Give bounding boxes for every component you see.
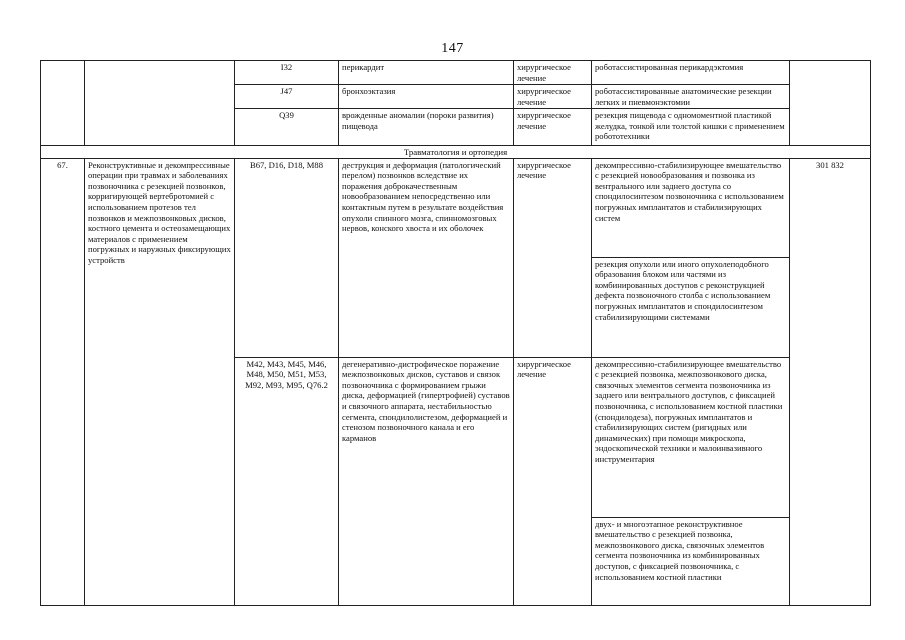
method-cell: декомпрессивно-стабилизирующее вмешательство с резекцией новообразования и позвонка из вентрального или заднего доступа со спондилосинтезом позвоночника с использованием погружных имплантатов и стабилизирующих систем (592, 158, 790, 257)
model-cell: бронхоэктазия (339, 85, 514, 109)
model-cell: перикардит (339, 61, 514, 85)
method-cell: резекция пищевода с одномоментной пластикой желудка, тонкой или толстой кишки с применением робототехники (592, 109, 790, 146)
table-row (41, 158, 871, 257)
code-cell: J47 (235, 85, 339, 109)
page-number: 147 (441, 41, 464, 56)
code-cell: M42, M43, M45, M46, M48, M50, M51, M53, M92, M93, M95, Q76.2 (235, 357, 339, 605)
method-cell: роботассистированная перикардэктомия (592, 61, 790, 85)
name-cell-empty (85, 61, 235, 146)
table-row (41, 61, 871, 85)
method-cell: двух- и многоэтапное реконструктивное вмешательство с резекцией позвонка, межпозвонкового диска, связочных элементов сегмента позвоночника из комбинированных доступов, с фиксацией позвоночника, с использованием костной пластики (592, 517, 790, 605)
section-title: Травматология и ортопедия (41, 146, 871, 159)
cost-cell: 301 832 (790, 158, 871, 605)
treatment-cell: хирургическое лечение (514, 61, 592, 85)
code-cell: B67, D16, D18, M88 (235, 158, 339, 357)
treatment-cell: хирургическое лечение (514, 357, 592, 605)
method-cell: резекция опухоли или иного опухолеподобного образования блоком или частями из комбинированных доступов с реконструкцией дефекта позвоночного столба с использованием погружных имплантатов и спондилосинтезом стабилизирующими системами (592, 257, 790, 357)
row-number: 67. (41, 158, 85, 605)
method-cell: роботассистированные анатомические резекции легких и пневмонэктомии (592, 85, 790, 109)
treatment-cell: хирургическое лечение (514, 85, 592, 109)
care-type-name: Реконструктивные и декомпрессивные операции при травмах и заболеваниях позвоночника с резекцией позвонков, корригирующей вертебротомией с использованием протезов тел позвонков и межпозвонковых дисков, костного цемента и остеозамещающих материалов с применением погружных и наружных фиксирующих устройств (85, 158, 235, 605)
treatment-cell: хирургическое лечение (514, 158, 592, 357)
model-cell: дегенеративно-дистрофическое поражение межпозвонковых дисков, суставов и связок позвоночника с формированием грыжи диска, деформацией (гипертрофией) суставов и связочного аппарата, нестабильностью сегмента, спондилолистезом, деформацией и стенозом позвоночного канала и его карманов (339, 357, 514, 605)
medical-care-table (40, 60, 871, 606)
cost-cell-empty (790, 61, 871, 146)
code-cell: I32 (235, 61, 339, 85)
model-cell: деструкция и деформация (патологический перелом) позвонков вследствие их поражения доброкачественным новообразованием непосредственно или контактным путем в результате воздействия опухоли спинного мозга, спинномозговых нервов, конского хвоста и их оболочек (339, 158, 514, 357)
section-row (41, 146, 871, 159)
method-cell: декомпрессивно-стабилизирующее вмешательство с резекцией позвонка, межпозвонкового диска, связочных элементов сегмента позвоночника из заднего или вентрального доступов, с фиксацией позвоночника, с использованием костной пластики (спондилодеза), погружных имплантатов и стабилизирующих систем (ригидных или динамических) при помощи микроскопа, эндоскопической техники и малоинвазивного инструментария (592, 357, 790, 517)
number-cell-empty (41, 61, 85, 146)
treatment-cell: хирургическое лечение (514, 109, 592, 146)
code-cell: Q39 (235, 109, 339, 146)
model-cell: врожденные аномалии (пороки развития) пищевода (339, 109, 514, 146)
